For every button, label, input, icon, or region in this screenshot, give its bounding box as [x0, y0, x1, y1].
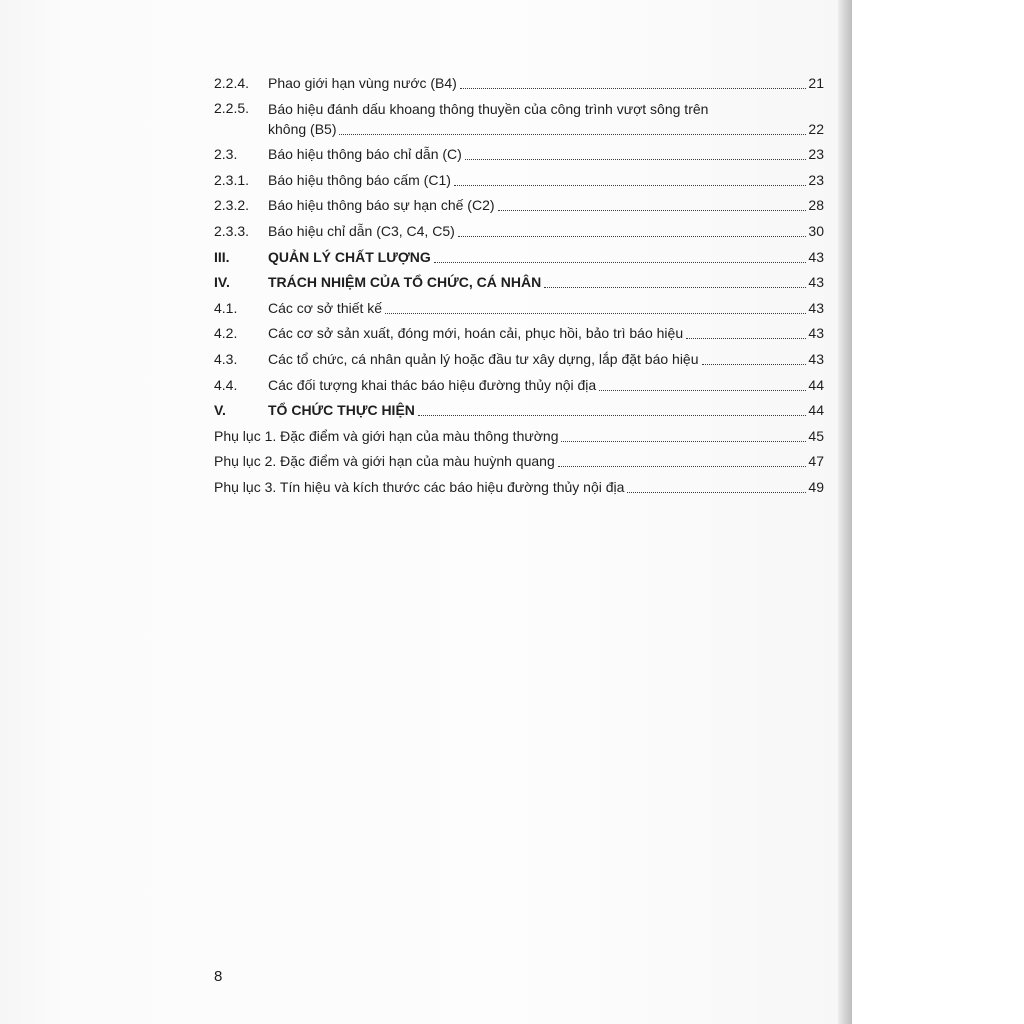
toc-number: 4.2.	[214, 325, 238, 342]
dot-leader	[599, 389, 806, 391]
toc-entry[interactable]	[214, 372, 824, 398]
toc-number: V.	[214, 402, 226, 419]
toc-page: 44	[808, 402, 824, 419]
toc-page: 22	[808, 120, 824, 137]
toc-page: 43	[808, 350, 824, 367]
toc-number: 2.2.4.	[214, 74, 250, 91]
toc-entry[interactable]	[214, 218, 824, 244]
toc-number: 4.3.	[214, 350, 238, 367]
toc-page: 49	[808, 478, 824, 495]
toc-number: 2.3.	[214, 146, 238, 163]
toc-entry[interactable]	[214, 321, 824, 347]
toc-entry[interactable]	[214, 142, 824, 168]
toc-title: Phụ lục 1. Đặc điểm và giới hạn của màu thông thường	[214, 427, 559, 444]
toc-number: 2.3.3.	[214, 222, 250, 239]
toc-entry[interactable]	[214, 244, 824, 270]
toc-entry[interactable]	[214, 398, 824, 424]
toc-title: Các tổ chức, cá nhân quản lý hoặc đầu tư xây dựng, lắp đặt báo hiệu	[268, 350, 699, 367]
background	[852, 0, 1024, 1024]
toc-page: 43	[808, 325, 824, 342]
toc-page: 44	[808, 376, 824, 393]
dot-leader	[460, 87, 806, 89]
toc-number: 2.3.1.	[214, 171, 250, 188]
book-spine-shadow	[838, 0, 852, 1024]
toc-page: 23	[808, 171, 824, 188]
toc-page: 21	[808, 74, 824, 91]
dot-leader	[385, 312, 806, 314]
toc-page: 43	[808, 274, 824, 291]
toc-title: TỔ CHỨC THỰC HIỆN	[268, 402, 415, 419]
dot-leader	[686, 337, 806, 339]
toc-entry[interactable]	[214, 295, 824, 321]
dot-leader	[418, 414, 806, 416]
toc-title: Các cơ sở thiết kế	[268, 299, 383, 316]
dot-leader	[561, 440, 806, 442]
dot-leader	[544, 286, 806, 288]
toc-title: TRÁCH NHIỆM CỦA TỔ CHỨC, CÁ NHÂN	[268, 274, 542, 291]
toc-number: 2.2.5.	[214, 99, 250, 116]
toc-title: Phụ lục 3. Tín hiệu và kích thước các báo hiệu đường thủy nội địa	[214, 478, 625, 495]
toc-page: 23	[808, 146, 824, 163]
toc-number: IV.	[214, 274, 230, 291]
dot-leader	[465, 158, 806, 160]
dot-leader	[702, 363, 806, 365]
table-of-contents	[214, 70, 824, 500]
toc-page: 28	[808, 197, 824, 214]
toc-title: Phụ lục 2. Đặc điểm và giới hạn của màu huỳnh quang	[214, 453, 555, 470]
page-number: 8	[214, 968, 223, 985]
toc-entry-appendix[interactable]	[214, 423, 824, 449]
toc-number: 4.4.	[214, 376, 238, 393]
dot-leader	[458, 235, 806, 237]
toc-page: 43	[808, 248, 824, 265]
toc-page: 30	[808, 222, 824, 239]
toc-number: 4.1.	[214, 299, 238, 316]
dot-leader	[454, 184, 806, 186]
toc-entry[interactable]	[214, 346, 824, 372]
toc-entry[interactable]	[214, 96, 824, 142]
dot-leader	[558, 465, 806, 467]
toc-page: 45	[808, 427, 824, 444]
toc-number: III.	[214, 248, 230, 265]
toc-title: Báo hiệu đánh dấu khoang thông thuyền của công trình vượt sông trên	[268, 100, 709, 117]
toc-page: 43	[808, 299, 824, 316]
dot-leader	[434, 261, 806, 263]
toc-title-continued: không (B5)	[268, 120, 337, 137]
toc-title: Báo hiệu thông báo chỉ dẫn (C)	[268, 146, 462, 163]
dot-leader	[627, 491, 806, 493]
toc-entry-appendix[interactable]	[214, 449, 824, 475]
toc-entry[interactable]	[214, 70, 824, 96]
toc-entry[interactable]	[214, 167, 824, 193]
toc-title: Phao giới hạn vùng nước (B4)	[268, 74, 457, 91]
toc-title: Các đối tượng khai thác báo hiệu đường thủy nội địa	[268, 376, 597, 393]
toc-entry[interactable]	[214, 270, 824, 296]
dot-leader	[339, 133, 806, 135]
toc-number: 2.3.2.	[214, 197, 250, 214]
toc-title: Các cơ sở sản xuất, đóng mới, hoán cải, phục hồi, bảo trì báo hiệu	[268, 325, 684, 342]
toc-entry-appendix[interactable]	[214, 474, 824, 500]
dot-leader	[498, 209, 806, 211]
toc-title: Báo hiệu thông báo sự hạn chế (C2)	[268, 197, 495, 214]
toc-page: 47	[808, 453, 824, 470]
toc-title: Báo hiệu chỉ dẫn (C3, C4, C5)	[268, 222, 455, 239]
toc-entry[interactable]	[214, 193, 824, 219]
toc-title: QUẢN LÝ CHẤT LƯỢNG	[268, 248, 431, 265]
toc-title: Báo hiệu thông báo cấm (C1)	[268, 171, 451, 188]
